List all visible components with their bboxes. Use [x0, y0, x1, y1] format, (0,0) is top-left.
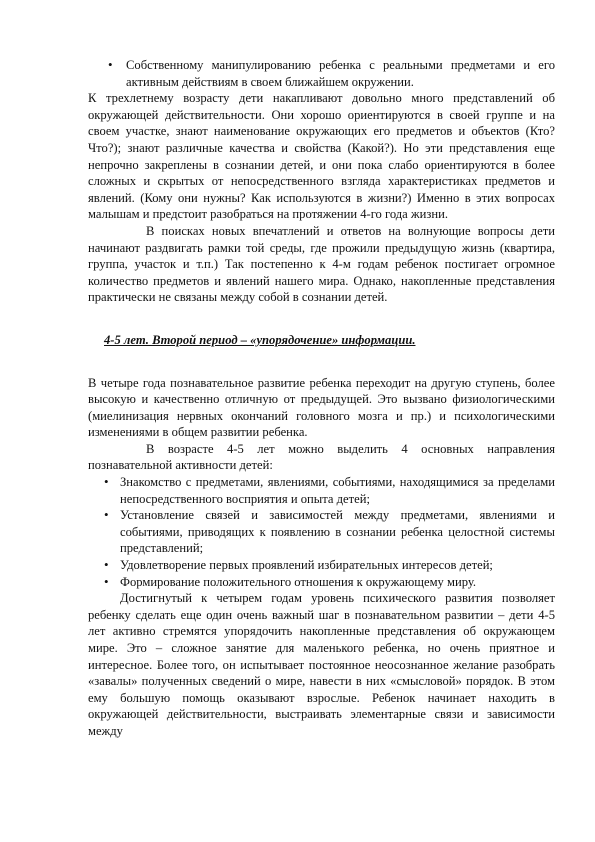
direction-item: • Установление связей и зависимостей между предметами, явлениями и событиями, приводящих к появлению в сознании ребенка целостной системы представлений;: [102, 507, 555, 557]
direction-item: • Удовлетворение первых проявлений избирательных интересов детей;: [102, 557, 555, 574]
section-heading: 4-5 лет. Второй период – «упорядочение» информации.: [104, 332, 416, 347]
paragraph-ordering: Достигнутый к четырем годам уровень психического развития позволяет ребенку сделать еще один очень важный шаг в познавательном развитии – дети 4-5 лет активно стремятся упорядочить накопленные представления об окружающем мире. Это – сложное занятие для маленького ребенка, но очень приятное и интересное. Более того, он испытывает постоянное неосознанное желание разобрать «завалы» полученных сведений о мире, навести в них «смысловой» порядок. В этом ему большую помощь оказывают взрослые. Ребенок начинает находить в окружающей действительности, выстраивать элементарные связи и зависимости между: [88, 591, 555, 738]
intro-list: [88, 57, 555, 90]
directions-list: [102, 474, 555, 590]
direction-item: • Знакомство с предметами, явлениями, событиями, находящимися за пределами непосредственного восприятия и опыта детей;: [102, 474, 555, 507]
intro-bullet-item: • Собственному манипулированию ребенка с реальными предметами и его активным действиям в своем ближайшем окружении.: [88, 57, 555, 90]
paragraph-search-impressions: В поисках новых впечатлений и ответов на волнующие вопросы дети начинают раздвигать рамки той среды, где прожили предыдущую жизнь (квартира, группа, участок и т.п.) Так постепенно к 4-м годам ребенок постигает огромное количество предметов и явлений нашего мира. Однако, накопленные представления практически не связаны между собой в сознании детей.: [88, 223, 555, 305]
paragraph-directions-intro: В возрасте 4-5 лет можно выделить 4 основных направления познавательной активности детей:: [88, 441, 555, 473]
direction-item: • Формирование положительного отношения к окружающему миру.: [102, 574, 555, 591]
paragraph-four-years: В четыре года познавательное развитие ребенка переходит на другую ступень, более высокую и качественно отличную от предыдущей. Это вызвано физиологическими (миелинизация нервных окончаний головного мозга и пр.) и психологическими изменениями в общем развитии ребенка.: [88, 375, 555, 440]
paragraph-three-years: К трехлетнему возрасту дети накапливают довольно много представлений об окружающей действительности. Они хорошо ориентируются в своей группе и на своем участке, знают наименование окружающих его предметов и объектов (Кто? Что?); знают различные качества и свойства (Какой?). Но эти представления еще непрочно закреплены в сознании детей, и они пока слабо ориентируются в более сложных и скрытых от непосредственного взгляда характеристиках предметов и явлений. (Кому они нужны? Как используются в жизни?) Именно в этих вопросах малышам и предстоит разобраться на протяжении 4-го года жизни.: [88, 91, 555, 222]
